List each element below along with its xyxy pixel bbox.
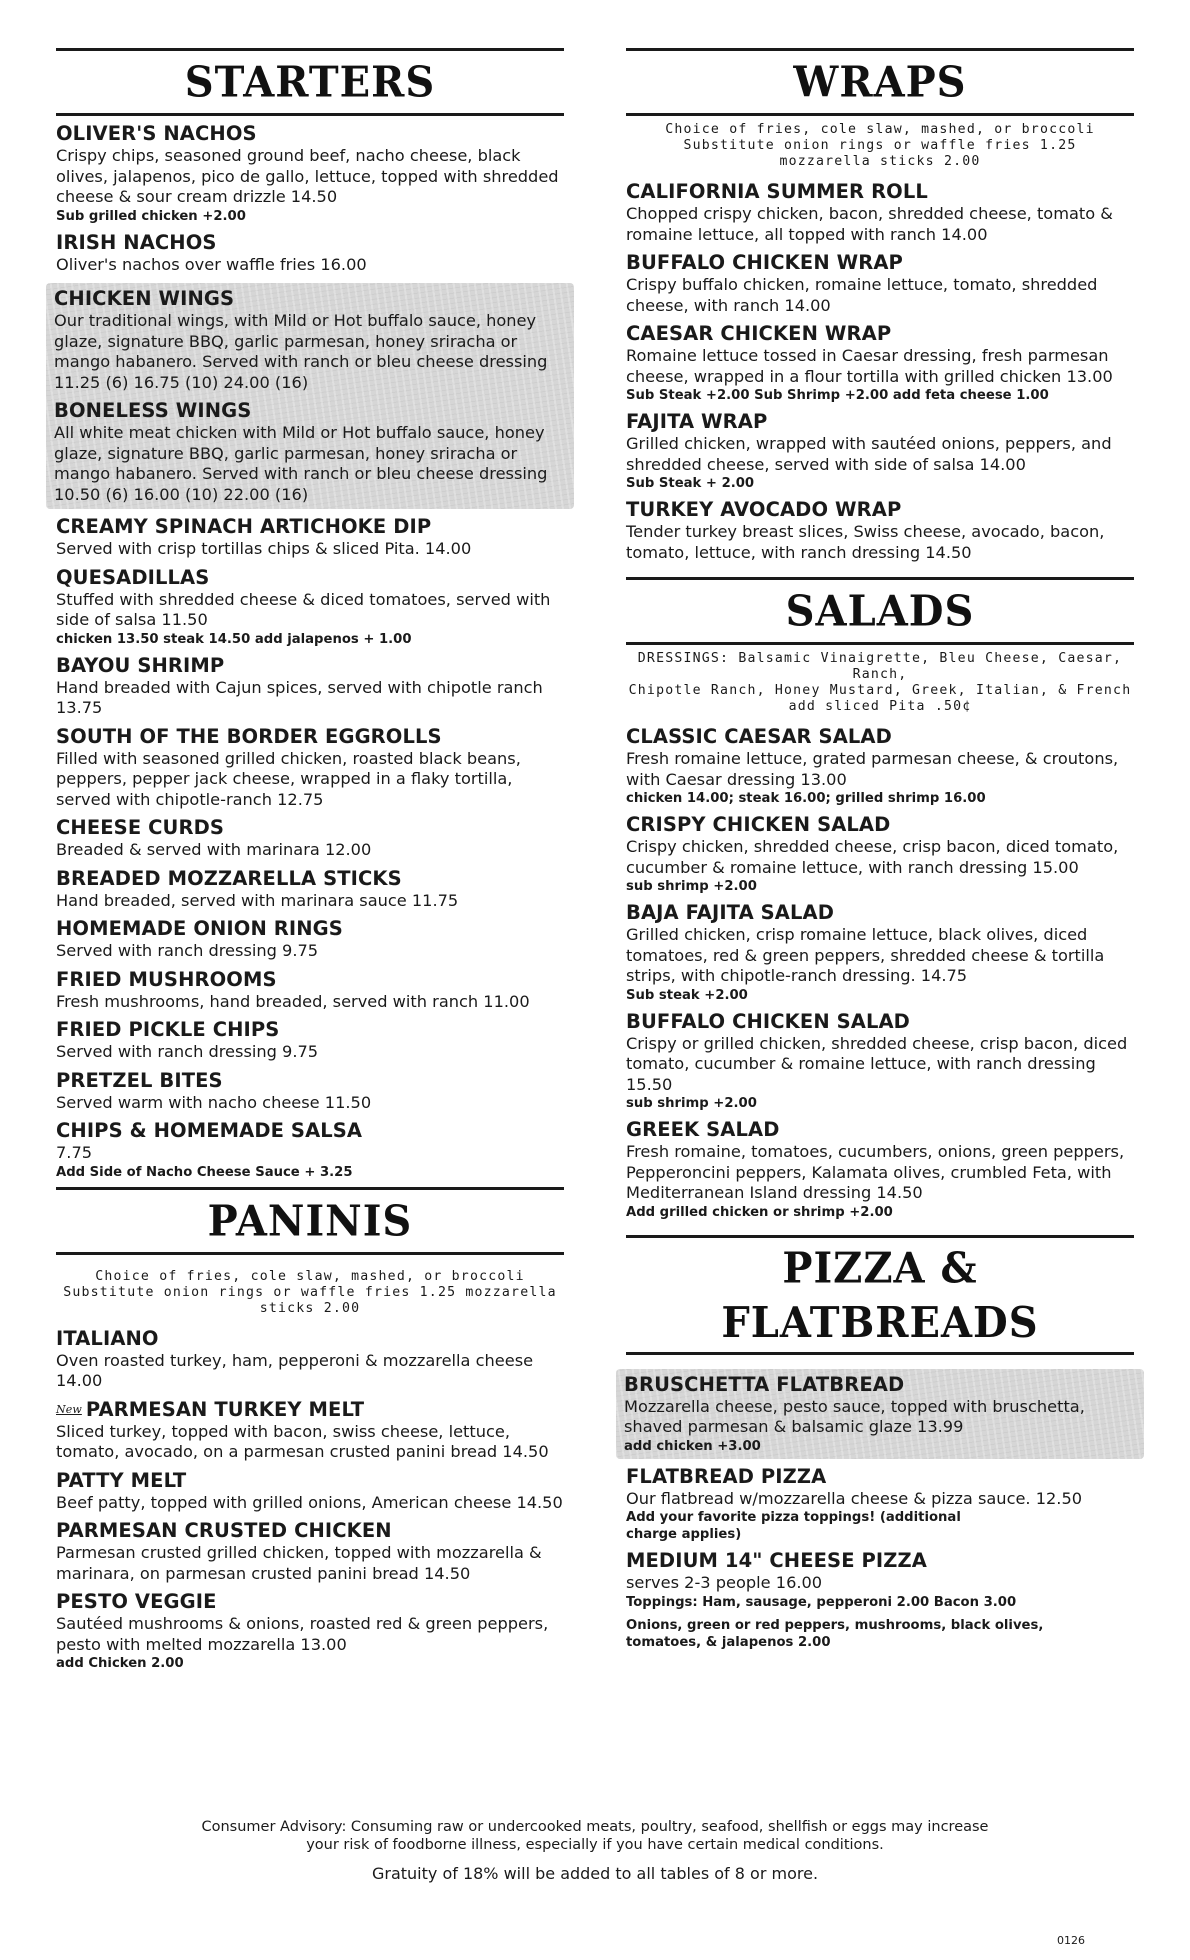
item-description: 7.75 — [56, 1143, 93, 1162]
menu-item — [626, 1465, 1134, 1544]
item-description: Fresh romaine lettuce, grated parmesan cheese, & croutons, with Caesar dressing 13.00 — [626, 749, 1119, 789]
item-description: Oliver's nachos over waffle fries 16.00 — [56, 254, 367, 274]
item-description: Served with ranch dressing 9.75 — [56, 941, 319, 960]
item-description: Oven roasted turkey, ham, pepperoni & mozzarella cheese 14.00 — [56, 1350, 534, 1390]
item-description: Hand breaded with Cajun spices, served with chipotle ranch 13.75 — [56, 677, 543, 717]
item-name-row — [56, 1398, 564, 1422]
item-description: Sliced turkey, topped with bacon, swiss cheese, lettuce, tomato, avocado, on a parmesan crusted panini bread 14.50 — [56, 1421, 549, 1461]
item-description: Crispy chips, seasoned ground beef, nacho cheese, black olives, jalapenos, pico de gallo, lettuce, topped with shredded cheese & sour cream drizzle 14.50 — [56, 146, 559, 206]
item-name: SOUTH OF THE BORDER EGGROLLS — [56, 724, 442, 748]
item-name: BUFFALO CHICKEN SALAD — [626, 1009, 910, 1033]
menu-item — [56, 231, 564, 276]
menu-item — [56, 1119, 564, 1181]
menu-item — [56, 1069, 564, 1114]
menu-item — [56, 816, 564, 861]
item-description: Romaine lettuce tossed in Caesar dressing, fresh parmesan cheese, wrapped in a flour tortilla with grilled chicken 13.00 — [626, 346, 1113, 386]
menu-item — [56, 1327, 564, 1392]
menu-item — [626, 1010, 1134, 1113]
menu-item — [54, 287, 566, 393]
menu-item — [626, 498, 1134, 563]
menu-item — [56, 122, 564, 225]
item-addon: Add your favorite pizza toppings! (additional charge applies) — [626, 1510, 961, 1542]
item-description: Served with ranch dressing 9.75 — [56, 1042, 319, 1061]
item-addon: Add grilled chicken or shrimp +2.00 — [626, 1204, 893, 1220]
menu-item — [626, 410, 1134, 492]
right-column — [626, 48, 1134, 1651]
left-column — [56, 48, 564, 1672]
item-description: Sautéed mushrooms & onions, roasted red & green peppers, pesto with melted mozzarella 13.00 — [56, 1614, 549, 1654]
footer — [0, 1818, 1190, 1883]
consumer-advisory-line: your risk of foodborne illness, especially if you have certain medical conditions. — [306, 1837, 884, 1853]
item-addon: chicken 13.50 steak 14.50 add jalapenos + 1.00 — [56, 631, 412, 647]
menu-item — [56, 725, 564, 811]
section-title: SALADS — [785, 586, 975, 637]
item-description: Grilled chicken, wrapped with sautéed onions, peppers, and shredded cheese, served with side of salsa 14.00 — [626, 434, 1112, 474]
item-name: FRIED PICKLE CHIPS — [56, 1018, 280, 1041]
item-name: CALIFORNIA SUMMER ROLL — [626, 180, 928, 203]
item-description: Stuffed with shredded cheese & diced tomatoes, served with side of salsa 11.50 — [56, 589, 551, 629]
item-addon: sub shrimp +2.00 — [626, 879, 757, 894]
item-addon: Sub Steak + 2.00 — [626, 476, 755, 491]
menu-item — [626, 1549, 1134, 1651]
item-name: MEDIUM 14" CHEESE PIZZA — [626, 1549, 927, 1572]
item-addon: Sub grilled chicken +2.00 — [56, 208, 246, 224]
highlight-box — [616, 1369, 1144, 1459]
item-name: CREAMY SPINACH ARTICHOKE DIP — [56, 515, 432, 538]
item-description: Chopped crispy chicken, bacon, shredded cheese, tomato & romaine lettuce, all topped with ranch 14.00 — [626, 204, 1113, 244]
item-description: Parmesan crusted grilled chicken, topped with mozzarella & marinara, on parmesan crusted panini bread 14.50 — [56, 1543, 542, 1583]
item-description: Served warm with nacho cheese 11.50 — [56, 1092, 372, 1112]
menu-item — [626, 813, 1134, 895]
section-title: STARTERS — [184, 57, 436, 108]
item-addon: Sub steak +2.00 — [626, 987, 748, 1003]
item-name: BRUSCHETTA FLATBREAD — [624, 1372, 905, 1396]
paninis-header — [56, 1187, 564, 1255]
new-badge: New — [56, 1402, 82, 1416]
item-description: Breaded & served with marinara 12.00 — [56, 840, 372, 859]
menu-item — [56, 867, 564, 912]
menu-code: 0126 — [1057, 1934, 1085, 1947]
item-description: Mozzarella cheese, pesto sauce, topped with bruschetta, shaved parmesan & balsamic glaze 13.99 — [624, 1396, 1085, 1436]
item-name: BUFFALO CHICKEN WRAP — [626, 251, 903, 274]
item-description: Fresh mushrooms, hand breaded, served with ranch 11.00 — [56, 991, 530, 1011]
item-name: ITALIANO — [56, 1326, 159, 1350]
item-name: CAESAR CHICKEN WRAP — [626, 322, 892, 345]
item-description: Tender turkey breast slices, Swiss cheese, avocado, bacon, tomato, lettuce, with ranch dressing 14.50 — [626, 522, 1105, 562]
item-name: CHIPS & HOMEMADE SALSA — [56, 1119, 363, 1142]
item-name: GREEK SALAD — [626, 1118, 780, 1141]
paninis-note: Choice of fries, cole slaw, mashed, or broccoli Substitute onion rings or waffle fries 1.25 mozzarella sticks 2.00 — [63, 1268, 557, 1316]
highlight-box — [46, 283, 574, 509]
menu-item — [626, 180, 1134, 245]
item-name: PARMESAN TURKEY MELT — [85, 1397, 365, 1421]
item-description: Filled with seasoned grilled chicken, roasted black beans, peppers, pepper jack cheese, wrapped in a flaky tortilla, served with chipotle-ranch 12.75 — [56, 748, 521, 809]
salads-note: DRESSINGS: Balsamic Vinaigrette, Bleu Cheese, Caesar, Ranch, Chipotle Ranch, Honey Mustard, Greek, Italian, & French add sliced Pita .50¢ — [628, 651, 1132, 714]
menu-item — [626, 322, 1134, 404]
gratuity-notice: Gratuity of 18% will be added to all tables of 8 or more. — [371, 1864, 819, 1883]
item-description: Beef patty, topped with grilled onions, American cheese 14.50 — [56, 1492, 563, 1512]
item-name: CHEESE CURDS — [56, 816, 225, 839]
item-name: QUESADILLAS — [56, 565, 210, 589]
item-name: TURKEY AVOCADO WRAP — [626, 498, 902, 521]
item-name: PESTO VEGGIE — [56, 1590, 217, 1613]
item-addon: Onions, green or red peppers, mushrooms, black olives, tomatoes, & jalapenos 2.00 — [626, 1617, 1044, 1650]
menu-item — [56, 1469, 564, 1514]
item-description: Served with crisp tortillas chips & sliced Pita. 14.00 — [56, 539, 472, 558]
menu-item — [56, 1018, 564, 1063]
menu-item — [56, 1590, 564, 1672]
item-description: Crispy chicken, shredded cheese, crisp bacon, diced tomato, cucumber & romaine lettuce, with ranch dressing 15.00 — [626, 837, 1119, 877]
item-name: FLATBREAD PIZZA — [626, 1464, 827, 1488]
menu-item — [626, 251, 1134, 316]
menu-item — [56, 1519, 564, 1584]
menu-item — [626, 725, 1134, 807]
item-name: IRISH NACHOS — [56, 230, 217, 254]
item-name: OLIVER'S NACHOS — [56, 122, 257, 145]
menu-item — [56, 1398, 564, 1463]
item-name: CHICKEN WINGS — [54, 287, 235, 310]
item-description: serves 2-3 people 16.00 — [626, 1573, 823, 1592]
item-name: PRETZEL BITES — [56, 1068, 223, 1092]
consumer-advisory-line: Consumer Advisory: Consuming raw or undercooked meats, poultry, seafood, shellfish or eggs may increase — [201, 1819, 989, 1835]
item-addon: sub shrimp +2.00 — [626, 1096, 757, 1111]
item-name: PATTY MELT — [56, 1468, 187, 1492]
item-addon: Sub Steak +2.00 Sub Shrimp +2.00 add feta cheese 1.00 — [626, 388, 1049, 403]
item-description: Grilled chicken, crisp romaine lettuce, black olives, diced tomatoes, red & green peppers, shredded cheese & tortilla strips, with chipotle-ranch dressing. 14.75 — [626, 925, 1105, 985]
item-addon: add chicken +3.00 — [624, 1438, 761, 1454]
section-title: PANINIS — [207, 1196, 413, 1246]
menu-item — [56, 917, 564, 962]
item-addon: Add Side of Nacho Cheese Sauce + 3.25 — [56, 1164, 353, 1180]
menu-item — [626, 1118, 1134, 1221]
menu-item — [54, 399, 566, 505]
section-title: PIZZA & FLATBREADS — [721, 1243, 1039, 1347]
item-name: BAYOU SHRIMP — [56, 653, 225, 677]
item-addon: chicken 14.00; steak 16.00; grilled shrimp 16.00 — [626, 791, 986, 806]
item-name: BREADED MOZZARELLA STICKS — [56, 866, 402, 890]
item-description: Hand breaded, served with marinara sauce 11.75 — [56, 890, 459, 910]
menu-item — [624, 1373, 1136, 1455]
starters-header — [56, 48, 564, 116]
item-name: FRIED MUSHROOMS — [56, 967, 277, 991]
pizza-header — [626, 1235, 1134, 1355]
item-addon: Toppings: Ham, sausage, pepperoni 2.00 Bacon 3.00 — [626, 1594, 1017, 1610]
item-addon: add Chicken 2.00 — [56, 1656, 184, 1671]
wraps-note: Choice of fries, cole slaw, mashed, or broccoli Substitute onion rings or waffle fries 1.25 mozzarella sticks 2.00 — [665, 122, 1095, 169]
salads-header — [626, 577, 1134, 645]
section-title: WRAPS — [793, 57, 967, 108]
menu-item — [56, 968, 564, 1013]
item-name: BAJA FAJITA SALAD — [626, 901, 834, 924]
menu-item — [56, 566, 564, 648]
menu-item — [626, 901, 1134, 1004]
item-name: FAJITA WRAP — [626, 410, 768, 433]
item-description: Crispy or grilled chicken, shredded cheese, crisp bacon, diced tomato, cucumber & romaine lettuce, with ranch dressing 15.50 — [626, 1033, 1128, 1094]
item-name: PARMESAN CRUSTED CHICKEN — [56, 1519, 392, 1542]
item-description: Our flatbread w/mozzarella cheese & pizza sauce. 12.50 — [626, 1488, 1083, 1508]
item-name: BONELESS WINGS — [54, 399, 252, 422]
item-name: HOMEMADE ONION RINGS — [56, 917, 343, 940]
item-name: CRISPY CHICKEN SALAD — [626, 813, 891, 836]
menu-item — [56, 654, 564, 719]
wraps-header — [626, 48, 1134, 116]
menu-item — [56, 515, 564, 560]
item-description: Crispy buffalo chicken, romaine lettuce, tomato, shredded cheese, with ranch 14.00 — [626, 275, 1098, 315]
item-description: All white meat chicken with Mild or Hot buffalo sauce, honey glaze, signature BBQ, garlic parmesan, honey sriracha or mango habanero. Served with ranch or bleu cheese dressing 10.50 (6) 16.00 (10) 22.00 (16) — [54, 423, 548, 504]
item-description: Our traditional wings, with Mild or Hot buffalo sauce, honey glaze, signature BBQ, garlic parmesan, honey sriracha or mango habanero. Served with ranch or bleu cheese dressing 11.25 (6) 16.75 (10) 24.00 (16) — [54, 311, 548, 392]
item-description: Fresh romaine, tomatoes, cucumbers, onions, green peppers, Pepperoncini peppers, Kalamata olives, crumbled Feta, with Mediterranean Island dressing 14.50 — [626, 1142, 1125, 1202]
item-name: CLASSIC CAESAR SALAD — [626, 725, 892, 748]
